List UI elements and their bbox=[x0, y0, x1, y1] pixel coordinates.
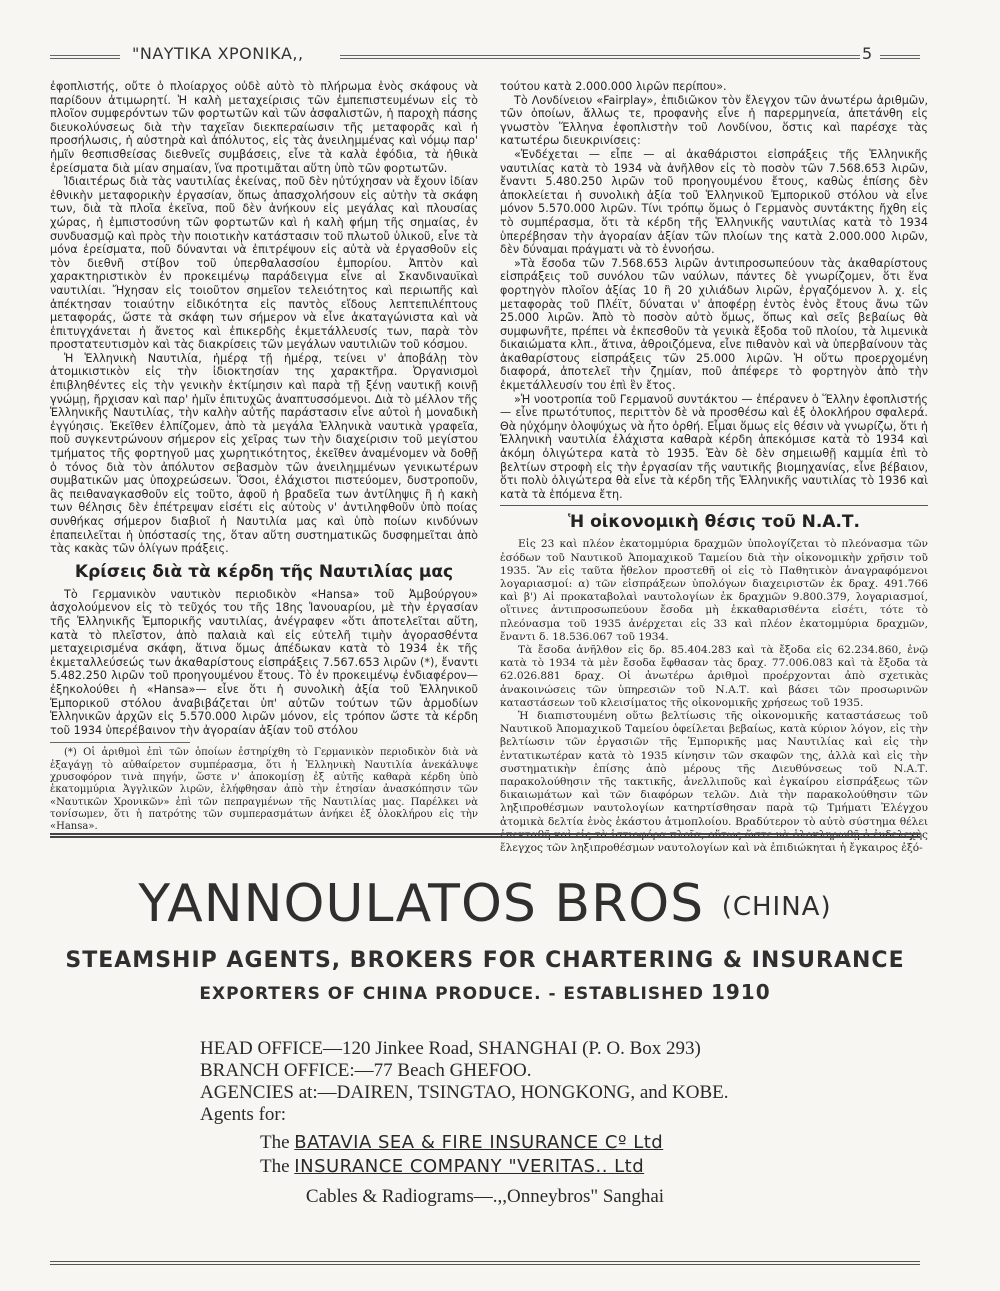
ad-brand-text: YANNOULATOS BROS bbox=[138, 874, 705, 934]
right-column bbox=[500, 80, 928, 855]
ad-insurer-name: BATAVIA SEA & FIRE INSURANCE Cº Ltd bbox=[294, 1132, 664, 1153]
nat-paragraph: Εἰς 23 καὶ πλέον ἑκατομμύρια δραχμῶν ὑπολογίζεται τὸ πλεόνασμα τῶν ἐσόδων τοῦ Ναυτικοῦ Ἀπομαχικοῦ Ταμείου διὰ τὴν οἰκονομικὴν χρῆσιν τοῦ 1935. Ἂν εἰς ταῦτα ἤθελον προστεθῆ οἱ εἰς τὸ Παθητικὸν ἀναγραφόμενοι λογαριασμοί: α) τῶν εἰσπράξεων ὑπολόγων διαχειριστῶν ἐκ δραχ. 491.766 καὶ β') Αἱ προκαταβολαὶ ναυτολογίων ἐκ δραχμῶν 9.800.379, λογαριασμοί, οἵτινες ἀντιπροσωπεύουν ἔσοδα μὴ ἐκκαθαρισθέντα εἰσέτι, τότε τὸ πλεόνασμα τοῦ 1935 ἀνέρχεται εἰς 33 καὶ πλέον ἑκατομμύρια δραχμῶν, ἔναντι δ. 18.536.067 τοῦ 1934. bbox=[500, 538, 928, 643]
nat-paragraph: Τὰ ἔσοδα ἀνῆλθον εἰς δρ. 85.404.283 καὶ τὰ ἔξοδα εἰς 62.234.860, ἐνῷ κατὰ τὸ 1934 τὰ μὲν ἔσοδα ἔφθασαν τὰς δραχ. 77.006.083 καὶ τὰ ἔξοδα τὰ 62.026.881 δραχ. Οἱ ἀνωτέρω ἀριθμοὶ προέρχονται ἀπὸ σχετικὰς ἀνακοινώσεις τῶν ὑπηρεσιῶν τοῦ Ν.Α.Τ. καὶ βάσει τῶν προσωρινῶν καταστάσεων τοῦ κλεισίματος τῆς οἰκονομικῆς χρήσεως τοῦ 1935. bbox=[500, 644, 928, 709]
article-paragraph: «Ἐνδέχεται — εἶπε — αἱ ἀκαθάριστοι εἰσπράξεις τῆς Ἑλληνικῆς ναυτιλίας κατὰ τὸ 1934 νὰ ἀνῆλθον εἰς τὸ ποσὸν τῶν 7.568.653 λιρῶν, ἔναντι 5.480.250 λιρῶν τοῦ προηγουμένου ἔτους, καθὼς ἐπίσης δὲν ἀποκλείεται ἡ συνολικὴ ἀξία τοῦ Ἑλληνικοῦ Ἐμπορικοῦ στόλου νὰ εἶνε μόνον 5.570.000 λιρῶν. Τίνι τρόπῳ ὅμως ὁ Γερμανὸς συντάκτης ἤχθη εἰς τὸ συμπέρασμα, ὅτι τὰ κέρδη τῆς Ἑλληνικῆς ναυτιλίας κατὰ τὸ 1934 ὑπερέβησαν τὴν ἀγοραίαν ἀξίαν τῶν πλοίων της κατὰ 2.000.000 λιρῶν, δὲν δύναμαι πράγματι νὰ τὸ ἐννοήσω. bbox=[500, 147, 928, 257]
ad-head-office: HEAD OFFICE—120 Jinkee Road, SHANGHAI (P. O. Box 293) bbox=[200, 1038, 701, 1059]
ad-brand-suffix: (CHINA) bbox=[721, 892, 832, 922]
ad-exporters-text: EXPORTERS OF CHINA PRODUCE. - ESTABLISHED bbox=[199, 984, 705, 1004]
ad-bottom-border bbox=[50, 1261, 920, 1265]
ad-insurer-name: INSURANCE COMPANY "VERITAS.. Ltd bbox=[294, 1156, 645, 1177]
ad-agencies: AGENCIES at:—DAIREN, TSINGTAO, HONGKONG, and KOBE. bbox=[200, 1082, 729, 1103]
article-paragraph: Ἰδιαιτέρως διὰ τὰς ναυτιλίας ἐκείνας, ποῦ δὲν ηὐτύχησαν νὰ ἔχουν ἰδίαν ἐθνικὴν μεταφορικὴν ἐργασίαν, ὅπως ἀπασχολήσουν εἰς αὐτὴν τὰ σκάφη των, διὰ τὰ πλοῖα ἐκεῖνα, ποῦ δὲν ἀνήκουν εἰς μεγάλας καὶ πλουσίας χώρας, ἡ ἐμπιστοσύνη τῶν φορτωτῶν καὶ ἡ καλὴ φήμη τῆς σημαίας, ἐν συνδυασμῷ καὶ πρὸς τὴν ποιοτικὴν κατάστασιν τοῦ πλωτοῦ ὑλικοῦ, εἶνε τὰ μόνα ἐρείσματα, ποῦ δύνανται νὰ ἐπιτρέψουν εἰς αὐτὰ νὰ ἐργασθοῦν εἰς τὸν διεθνῆ στίβον τοῦ ὑπερθαλασσίου ἐμπορίου. Ἀπτὸν καὶ χαρακτηριστικὸν ἐν προκειμένῳ παράδειγμα εἶνε αἱ Σκανδιναυϊκαὶ ναυτιλίαι. Ἤχησαν εἰς τοιοῦτον σημεῖον τελειότητος καὶ περιωπῆς καὶ ἀπέκτησαν τοιαύτην εἰδικότητα εἰς παντὸς εἴδους λεπτεπιλέπτους μεταφοράς, ὥστε τὰ σκάφη των σήμερον νὰ εἶνε ἀκαταγώνιστα καὶ νὰ ἐπιτυγχάνεται ἡ ἄνετος καὶ ἐπικερδὴς ἐκμετάλλευσίς των, παρὰ τὸν προστατευτισμὸν καὶ τὰς διακρίσεις τῶν μεγάλων ναυτιλιῶν τοῦ κόσμου. bbox=[50, 175, 478, 352]
ad-cables-line: Cables & Radiograms—.,,Onneybros" Sanghai bbox=[305, 1186, 665, 1207]
ad-agents-for: Agents for: bbox=[200, 1104, 287, 1125]
article-paragraph: Τὸ Γερμανικὸν ναυτικὸν περιοδικὸν «Hansa» τοῦ Ἀμβούργου» ἀσχολούμενον εἰς τὸ τεῦχός του τῆς 18ης Ἰανουαρίου, μὲ τὴν ἐργασίαν τῆς Ἑλληνικῆς Ἐμπορικῆς ναυτιλίας, ἀνέγραφεν «ὅτι ἀποτελεῖται αὕτη, κατὰ τὸ πλεῖστον, ἀπὸ παλαιὰ καὶ εἰς εὐτελῆ τιμὴν ἀγορασθέντα μεταχειρισμένα σκάφη, ἅτινα ὅμως ἀπέδωκαν κατὰ τὸ 1934 ἐκ τῆς ἐκμεταλλεύσεώς των ἀκαθαρίστους εἰσπράξεις 7.567.653 λιρῶν (*), ἔναντι 5.482.250 λιρῶν τοῦ προηγουμένου ἔτους. Τὸ ἐν προκειμένῳ ἐνδιαφέρον— ἐξηκολούθει ἡ «Hansa»— εἶνε ὅτι ἡ συνολικὴ ἀξία τοῦ Ἑλληνικοῦ Ἐμπορικοῦ στόλου ἀναβιβάζεται ὑπ' αὐτῶν τούτων τῶν ἁρμοδίων Ἑλληνικῶν ἀρχῶν εἰς 5.570.000 λιρῶν μόνον, εἰς τρόπον ὥστε τὰ κέρδη τοῦ 1934 ὑπερέβαινον τὴν ἀγοραίαν ἀξίαν τοῦ στόλου bbox=[50, 587, 478, 737]
ad-established-year: 1910 bbox=[710, 980, 771, 1004]
article-paragraph: Τὸ Λονδίνειον «Fairplay», ἐπιδιῶκον τὸν ἔλεγχον τῶν ἀνωτέρω ἀριθμῶν, τῶν ὁποίων, ἄλλως τε, προφανὴς εἶνε ἡ παρερμηνεία, ἀπετάνθη εἰς γνωστὸν Ἕλληνα ἐφοπλιστὴν τοῦ Λονδίνου, ὅστις καὶ παρέσχε τὰς κατωτέρω διευκρινίσεις: bbox=[500, 93, 928, 148]
section-divider bbox=[500, 505, 928, 506]
article-paragraph: τούτου κατὰ 2.000.000 λιρῶν περίπου». bbox=[500, 80, 727, 93]
nat-paragraph: Ἡ διαπιστουμένη οὕτω βελτίωσις τῆς οἰκονομικῆς καταστάσεως τοῦ Ναυτικοῦ Ἀπομαχικοῦ Ταμείου ὀφείλεται βεβαίως, κατὰ κύριον λόγον, εἰς τὴν βελτίωσιν τῶν ἐργασιῶν τῆς Ἐμπορικῆς μας Ναυτιλίας καὶ εἰς τὴν ἐντατικωτέραν κατὰ τὸ 1935 κίνησιν τῶν σκαφῶν της, ἀλλὰ καὶ εἰς τὴν συστηματικὴν ἐπίσης ἀπὸ μέρους τῆς Διευθύνσεως τοῦ Ν.Α.Τ. παρακολούθησιν τῆς τακτικῆς, ἀνελλιποῦς καὶ ἐγκαίρου εἰσπράξεως τῶν δικαιωμάτων καὶ τῶν διαφόρων τελῶν. Διὰ τὴν παρακολούθησιν τῶν ληξιπροθέσμων ναυτολογίων κατηρτίσθησαν παρὰ τῷ Τμήματι Ἐλέγχου ἀτομικὰ δελτία ἑνὸς ἑκάστου ἀτμοπλοίου. Βραδύτερον τὸ αὐτὸ σύστημα θέλει ἐπεκταθῆ καὶ εἰς τὰ ἱστιοφόρα πλοῖα, οὕτως ὥστε νὰ ὁλοκληρωθῇ ὁ ἐνδελεχὴς ἔλεγχος τῶν ληξιπροθέσμων ναυτολογίων καὶ νὰ ἐπιδιώκηται ἡ ἔγκαιρος ἐξό- bbox=[500, 710, 928, 855]
footnote: (*) Οἱ ἀριθμοὶ ἐπὶ τῶν ὁποίων ἐστηρίχθη τὸ Γερμανικὸν περιοδικὸν διὰ νὰ ἐξαγάγῃ τὸ αὐθαίρετον συμπέρασμα, ὅτι ἡ Ἑλληνικὴ Ναυτιλία ἀνεκάλυψε χρυσοφόρον τινὰ πηγήν, ὥστε ν' ἀποκομίσῃ ἐξ αὐτῆς καθαρὰ κέρδη ὑπὸ ἑκατομμύρια Ἀγγλικῶν λιρῶν, ἐλήφθησαν ἀπὸ τὴν ἐτησίαν ἀνασκόπησιν τῶν «Ναυτικῶν Χρονικῶν» ἐπὶ τῶν πεπραγμένων τῆς Ναυτιλίας μας. Παρέλκει νὰ τονίσωμεν, ὅτι ἡ πατρότης τῶν συμπερασμάτων ἀνήκει ἐξ ὁλοκλήρου εἰς τὴν «Hansa». bbox=[50, 747, 478, 833]
section-heading-nat-finances: Ἡ οἰκονομικὴ θέσις τοῦ Ν.Α.Τ. bbox=[568, 512, 860, 533]
section-heading-shipping-profits: Κρίσεις διὰ τὰ κέρδη τῆς Ναυτιλίας μας bbox=[74, 561, 454, 582]
footnote-divider bbox=[50, 742, 190, 743]
page-number: 5 bbox=[862, 44, 873, 63]
left-column bbox=[50, 80, 478, 833]
header-rule-end bbox=[880, 55, 920, 59]
header-rule-right bbox=[340, 55, 860, 59]
running-header bbox=[50, 44, 920, 68]
article-paragraph: »Τὰ ἔσοδα τῶν 7.568.653 λιρῶν ἀντιπροσωπεύουν τὰς ἀκαθαρίστους εἰσπράξεις τοῦ συνόλου τῶν ναύλων, πάντες δὲ γνωρίζομεν, ὅτι ἕνα φορτηγὸν πλοῖον ἀξίας 10 ἢ 20 χιλιάδων λιρῶν, ἐργαζόμενον λ. χ. εἰς μεταφορὰς τοῦ Πλέϊτ, δύναται ν' ἀποφέρῃ ἐντὸς ἑνὸς ἔτους ἄνω τῶν 25.000 λιρῶν. Ἀπὸ τὸ ποσὸν αὐτὸ ὅμως, ὅπως καὶ σεῖς βεβαίως θὰ συμφωνῆτε, πρέπει νὰ ἐκπεσθοῦν τὰ γενικὰ ἔξοδα τοῦ πλοίου, τὰ λιμενικὰ δικαιώματα κλπ., ἅτινα, ἀθροιζόμενα, εἶνε πιθανὸν καὶ νὰ ὑπερβαίνουν τὰς ἀκαθαρίστους εἰσπράξεις τῶν 25.000 λιρῶν. Ἡ οὕτω προερχομένη διαφορά, ἀποτελεῖ τὴν ζημίαν, ποῦ ἀπέφερε τὸ φορτηγὸν ἀπὸ τὴν ἐκμετάλλευσίν του ἐπὶ ἓν ἔτος. bbox=[500, 256, 928, 393]
ad-branch-office: BRANCH OFFICE:—77 Beach GHEFOO. bbox=[200, 1060, 532, 1081]
article-paragraph: »Ἡ νοοτροπία τοῦ Γερμανοῦ συντάκτου — ἐπέρανεν ὁ Ἕλλην ἐφοπλιστής— εἶνε πρωτότυπος, περιττὸν δὲ νὰ προσθέσω καὶ ἐξ ὁλοκλήρου σφαλερά. Θὰ ηὐχόμην ὁλοψύχως νὰ ἦτο ὀρθή. Εἶμαι ὅμως εἰς θέσιν νὰ γνωρίζω, ὅτι ἡ Ἑλληνικὴ ναυτιλία ἐλάχιστα καθαρὰ κέρδη ἀπεκόμισε κατὰ τὸ 1934 καὶ ἀκόμη ὀλιγώτερα κατὰ τὸ 1935. Ἐὰν δὲ δὲν σημειωθῇ καμμία ἐπὶ τὸ βελτίων στροφὴ εἰς τὴν ἐργασίαν τῆς ναυτικῆς βιομηχανίας, εἶνε βέβαιον, ὅτι πολὺ ὀλιγώτερα θὰ εἶνε τὰ κέρδη τῆς Ἑλληνικῆς ναυτιλίας τὸ 1936 καὶ κατὰ τὰ ἑπόμενα ἔτη. bbox=[500, 392, 928, 501]
header-rule-left bbox=[50, 55, 120, 59]
article-paragraph: ἐφοπλιστής, οὔτε ὁ πλοίαρχος οὐδὲ αὐτὸ τὸ πλήρωμα ἑνὸς σκάφους νὰ παρίδουν ἀτιμωρητί. Ἡ καλὴ μεταχείρισις τῶν ἐμπεπιστευμένων εἰς τὸ πλοῖον συμφερόντων τῶν φορτωτῶν καὶ τῶν ἀσφαλιστῶν, ἡ παροχὴ πάσης διευκολύνσεως διὰ τὴν ταχεῖαν διεκπεραίωσιν τῆς μεταφορᾶς καὶ ἡ προσήλωσις, ἡ αὐστηρὰ καὶ ἀπόλυτος, εἰς τὰς ἀνειλημμένας καὶ νόμῳ παρ' ἡμῖν θεσπισθείσας διεθνεῖς συμβάσεις, εἶνε τὰ καλὰ ἐφόδια, τὰ ἠθικὰ ἐρείσματα διὰ μίαν σημαίαν, ἵνα προτιμᾶται αὕτη ὑπὸ τῶν φορτωτῶν. bbox=[50, 80, 478, 175]
ad-insurer-veritas bbox=[260, 1156, 644, 1178]
ad-insurer-prefix: The bbox=[260, 1132, 290, 1153]
ad-agents-line: STEAMSHIP AGENTS, BROKERS FOR CHARTERING & INSURANCE bbox=[65, 948, 905, 973]
ad-brand-name bbox=[50, 874, 920, 934]
ad-insurer-prefix: The bbox=[260, 1156, 290, 1177]
advertisement-yannoulatos bbox=[50, 833, 920, 1265]
ad-exporters-line bbox=[50, 980, 920, 1004]
article-paragraph: Ἡ Ἑλληνικὴ Ναυτιλία, ἡμέρᾳ τῇ ἡμέρᾳ, τείνει ν' ἀποβάλῃ τὸν ἀτομικιστικὸν εἰς τὴν ἰδιοκτησίαν της χαρακτῆρα. Ὀργανισμοὶ ἐπιβληθέντες εἰς τὴν γενικὴν ἐκτίμησιν καὶ παρὰ τῇ ξένῃ ναυτικῇ κοινῇ γνώμῃ, ἤρχισαν καὶ παρ' ἡμῖν ἐπιτυχῶς ἀναπτυσσόμενοι. Διὰ τὸ μέλλον τῆς Ἑλληνικῆς Ναυτιλίας, τὴν καλὴν αὐτῆς παράστασιν εἶνε αὐτοὶ ἡ μοναδικὴ ἐγγύησις. Ἐκεῖθεν ἐλπίζομεν, ἀπὸ τὰ μεγάλα Ἑλληνικὰ ναυτικὰ γραφεῖα, ποῦ συγκεντρώνουν σήμερον εἰς χεῖρας των τὴν διαχείρισιν τοῦ μεγίστου τμήματος τῆς φορτηγοῦ μας χωρητικότητος, ἐκεῖθεν ἀναμένομεν νὰ δοθῇ ὁ τόνος διὰ τὸν ἀπόλυτον σεβασμὸν τῶν ἀνειλημμένων γενικωτέρων συμβατικῶν μας ὑποχρεώσεων. Ὅσοι, ἐλάχιστοι πιστεύομεν, δυστροποῦν, ἂς πειθαναγκασθοῦν εἰς τοῦτο, ἀφοῦ ἡ βραδεῖα των ἀντίληψις ἢ ἡ κακὴ των θέλησις δὲν ἐπέτρεψαν εἰσέτι εἰς αὐτοὺς ν' ἀντιληφθοῦν ὑπὸ ποίας συνθήκας σήμερον διαβιοῖ ἡ Ναυτιλία μας καὶ ὑπὸ ποίων κινδύνων ἐπαπειλεῖται ἡ ὑπόστασίς της, ὅταν αὕτη συστηματικῶς δυσφημεῖται ἀπὸ τὰς κακὰς τῶν ὀλίγων πράξεις. bbox=[50, 351, 478, 556]
journal-title: "ΝΑΥΤΙΚΑ ΧΡΟΝΙΚΑ,, bbox=[132, 44, 304, 63]
advertisement-body bbox=[50, 838, 920, 1265]
ad-insurer-batavia bbox=[260, 1132, 663, 1154]
